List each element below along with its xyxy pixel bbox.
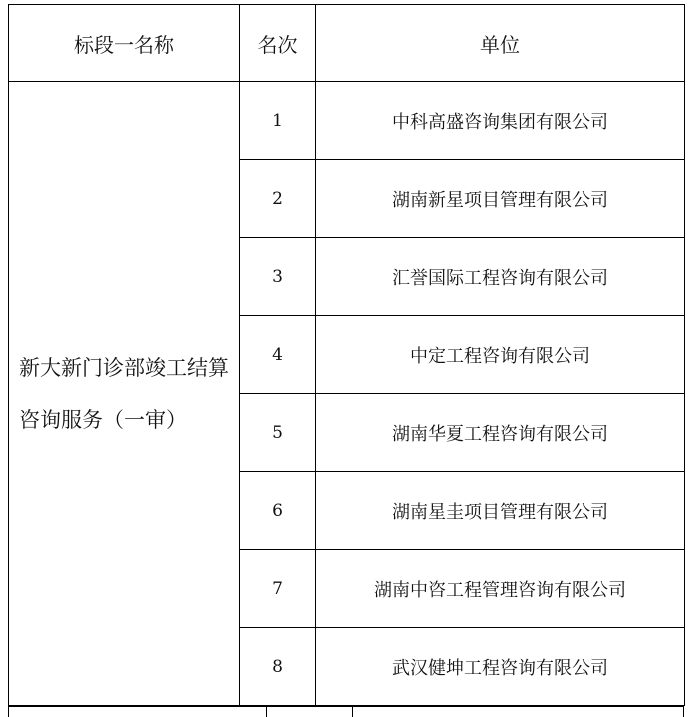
- rank-cell: 5: [240, 394, 316, 472]
- rank-cell: 8: [240, 628, 316, 706]
- unit-cell: 湖南华夏工程咨询有限公司: [316, 394, 685, 472]
- unit-cell: 中科高盛咨询集团有限公司: [316, 82, 685, 160]
- header-section-name: 标段一名称: [9, 5, 240, 82]
- unit-cell: 武汉健坤工程咨询有限公司: [316, 628, 685, 706]
- rank-cell: 2: [240, 160, 316, 238]
- rank-cell: 1: [240, 82, 316, 160]
- results-table: [8, 4, 685, 706]
- rank-cell: 4: [240, 316, 316, 394]
- unit-cell: 湖南星圭项目管理有限公司: [316, 472, 685, 550]
- table-border-tick: [683, 707, 684, 717]
- unit-cell: 汇誉国际工程咨询有限公司: [316, 238, 685, 316]
- rank-cell: 7: [240, 550, 316, 628]
- table-row: [9, 82, 685, 160]
- section-name-cell: 新大新门诊部竣工结算咨询服务（一审）: [9, 82, 240, 706]
- table-border-tick: [352, 707, 353, 717]
- unit-cell: 中定工程咨询有限公司: [316, 316, 685, 394]
- table-border-tick: [266, 707, 267, 717]
- rank-cell: 6: [240, 472, 316, 550]
- header-rank: 名次: [240, 5, 316, 82]
- header-unit: 单位: [316, 5, 685, 82]
- table-header-row: [9, 5, 685, 82]
- unit-cell: 湖南中咨工程管理咨询有限公司: [316, 550, 685, 628]
- unit-cell: 湖南新星项目管理有限公司: [316, 160, 685, 238]
- rank-cell: 3: [240, 238, 316, 316]
- table-border-tick: [8, 707, 9, 717]
